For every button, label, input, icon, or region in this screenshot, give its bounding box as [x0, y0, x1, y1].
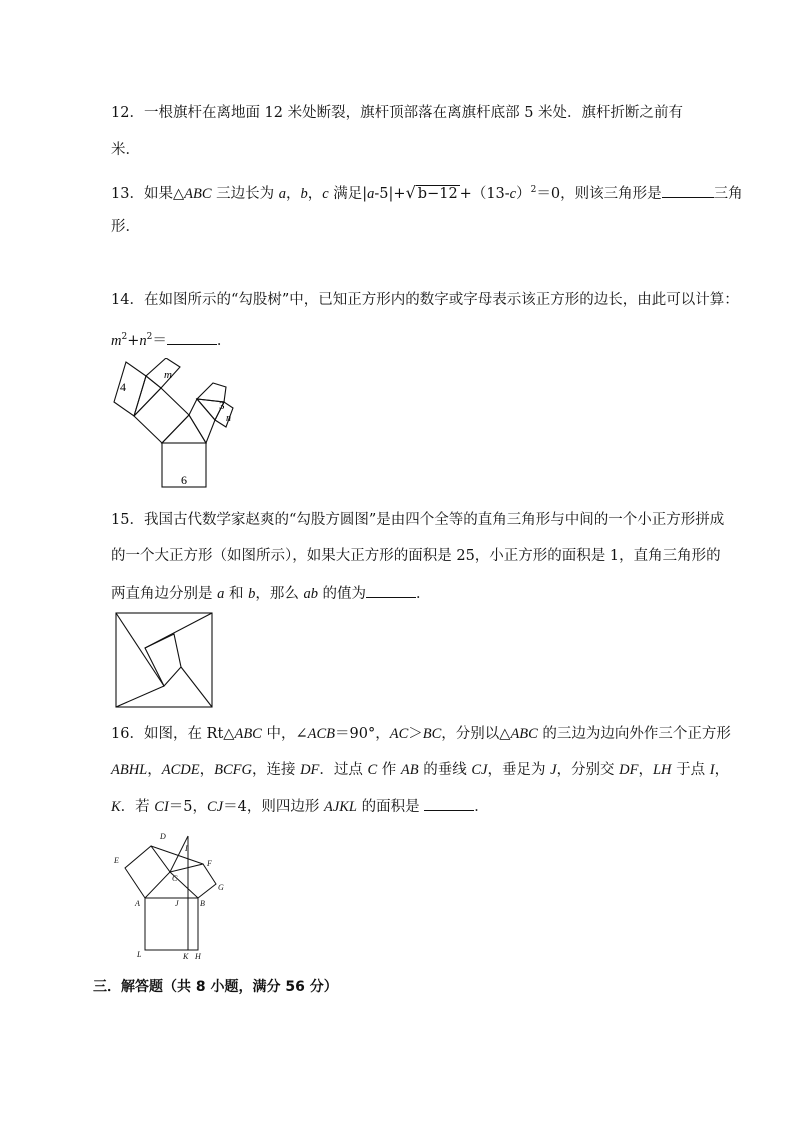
q13-comma1: ，	[285, 185, 301, 202]
q16-c: C	[367, 762, 378, 778]
q16-l1a: 16．如图，在 Rt△	[111, 726, 235, 742]
q15-l3e: ．	[416, 586, 431, 602]
q13-t7: 三角	[713, 185, 743, 202]
q16-j: J	[550, 762, 557, 778]
q16-l1c: ＝90°，	[335, 726, 390, 742]
q16-l2k: ，分别交	[556, 762, 620, 778]
q13-b: b	[300, 185, 308, 202]
q16-ajkl: AJKL	[323, 799, 357, 815]
q15-l3a: 两直角边分别是	[111, 586, 218, 602]
q15-l3d: 的值为	[317, 586, 367, 602]
label-I: I	[185, 844, 188, 853]
q16-gt: ＞	[408, 726, 423, 742]
q12-line2: 米．	[111, 142, 140, 158]
q13-t6: ＝0，则该三角形是	[536, 185, 662, 202]
q13-t1: 三边长为	[211, 185, 279, 202]
q16-l2m: 于点	[671, 762, 710, 778]
q16-l2j: ，垂足为	[487, 762, 551, 778]
q12-line1: 12．一根旗杆在离地面 12 米处断裂，旗杆顶部落在离旗杆底部 5 米处．旗杆折断之前有	[111, 105, 684, 121]
q16-answer-blank	[424, 796, 474, 811]
square-abhl	[145, 898, 198, 950]
q16-df2: DF	[619, 762, 639, 778]
label-D: D	[160, 832, 166, 841]
q14-plus: +	[127, 332, 140, 349]
q16-abhl: ABHL	[111, 762, 148, 778]
pythagoras-tree-figure	[108, 358, 248, 490]
label-6: 6	[181, 473, 187, 487]
label-3: 3	[219, 400, 225, 412]
q16-bcfg: BCFG	[214, 762, 252, 778]
q14-line1: 14．在如图所示的“勾股树”中，已知正方形内的数字或字母表示该正方形的边长，由此可以计算：	[111, 292, 739, 308]
q14-sup1: 2	[121, 332, 128, 342]
zhao-shuang-figure	[115, 612, 213, 708]
label-B: B	[200, 899, 205, 908]
q13-t5: ）	[516, 185, 531, 202]
q13-sqrt: b−12	[417, 185, 458, 202]
label-A: A	[135, 899, 140, 908]
q16-line1	[111, 724, 731, 744]
q13-a5: a	[367, 185, 375, 202]
q15-line2: 的一个大正方形（如图所示），如果大正方形的面积是 25，小正方形的面积是 1，直角三角形的	[111, 548, 721, 564]
sqrt-sign-icon: √	[405, 182, 416, 202]
q14-sup2: 2	[146, 332, 153, 342]
q16-ab: AB	[400, 762, 419, 778]
q16-l1b: 中，∠	[261, 726, 308, 742]
q16-line3	[111, 796, 489, 817]
q16-l2g: ．过点	[319, 762, 368, 778]
q15-b: b	[248, 586, 256, 602]
label-4: 4	[120, 380, 126, 394]
q14-n: n	[139, 332, 147, 349]
q16-l3b: ＝5，	[168, 799, 208, 815]
q16-l3d: 的面积是	[357, 799, 425, 815]
q16-abc2: ABC	[510, 726, 538, 742]
label-C: C	[172, 874, 178, 883]
q16-sep4: ，	[714, 762, 730, 778]
line-df	[151, 846, 203, 864]
label-J: J	[175, 899, 179, 908]
q16-lh: LH	[652, 762, 672, 778]
label-G: G	[218, 883, 224, 892]
q15-l3b: 和	[224, 586, 249, 602]
label-m: m	[164, 369, 172, 381]
q15-a: a	[217, 586, 225, 602]
q16-i: I	[709, 762, 715, 778]
q14-line2	[111, 327, 231, 351]
q15-l3c: ，那么	[255, 586, 304, 602]
square-m	[146, 358, 180, 388]
q16-acb: ACB	[307, 726, 336, 742]
q13-c: c	[322, 185, 329, 202]
inner-square	[145, 634, 181, 686]
q13-abc: ABC	[184, 185, 212, 202]
q13-c2: c	[509, 185, 517, 202]
q14-end: ．	[216, 332, 232, 349]
q15-line3	[111, 583, 431, 604]
label-H: H	[195, 952, 201, 961]
q16-l2f: ，连接	[251, 762, 301, 778]
triangle-left	[134, 376, 161, 416]
q13-num: 13．如果△	[111, 185, 185, 202]
q16-cj2: CJ	[207, 799, 224, 815]
q15-ab: ab	[303, 586, 318, 602]
q16-l3a: ．若	[120, 799, 155, 815]
q13-line2: 形．	[111, 219, 140, 235]
q13-sq: 2	[530, 185, 537, 195]
q16-abc: ABC	[234, 726, 262, 742]
triangle-main	[162, 415, 206, 443]
q16-l2h: 作	[377, 762, 401, 778]
q16-ac: AC	[389, 726, 409, 742]
q13-a: a	[278, 185, 286, 202]
q13-t4: +（13-	[459, 185, 510, 202]
square-left	[134, 388, 189, 443]
square-acde	[125, 846, 170, 898]
q16-sep2: ，	[199, 762, 215, 778]
label-L: L	[137, 950, 142, 959]
q13-comma2: ，	[307, 185, 323, 202]
label-F: F	[207, 859, 212, 868]
label-n: n	[226, 413, 231, 424]
q14-answer-blank	[167, 330, 217, 345]
q16-sep1: ，	[147, 762, 162, 778]
q16-k: K	[111, 799, 121, 815]
q14-m: m	[111, 332, 122, 349]
q16-l2i: 的垂线	[418, 762, 472, 778]
q13-t2: 满足|	[328, 185, 368, 202]
q16-line2	[111, 760, 729, 780]
q16-l1e: 的三边为边向外作三个正方形	[537, 726, 731, 742]
q16-ci: CI	[154, 799, 169, 815]
q15-line1: 15．我国古代数学家赵爽的“勾股方圆图”是由四个全等的直角三角形与中间的一个小正方形拼成	[111, 512, 725, 528]
q13-line1	[111, 180, 743, 204]
q15-answer-blank	[366, 583, 416, 598]
q16-l3c: ＝4，则四边形	[223, 799, 324, 815]
outer-square	[116, 613, 212, 707]
three-squares-figure	[108, 826, 236, 962]
section-heading: 三．解答题（共 8 小题，满分 56 分）	[93, 979, 338, 995]
q16-acde: ACDE	[161, 762, 200, 778]
q13-t3: -5|+	[374, 185, 406, 202]
q16-df: DF	[300, 762, 320, 778]
q14-eq: ＝	[152, 332, 167, 349]
label-E: E	[114, 856, 119, 865]
q16-l3e: ．	[474, 799, 489, 815]
q16-cj: CJ	[471, 762, 488, 778]
q13-answer-blank	[662, 183, 714, 198]
label-K: K	[183, 952, 189, 961]
q16-sep3: ，	[638, 762, 653, 778]
q16-l1d: ，分别以△	[441, 726, 511, 742]
q16-bc: BC	[422, 726, 442, 742]
